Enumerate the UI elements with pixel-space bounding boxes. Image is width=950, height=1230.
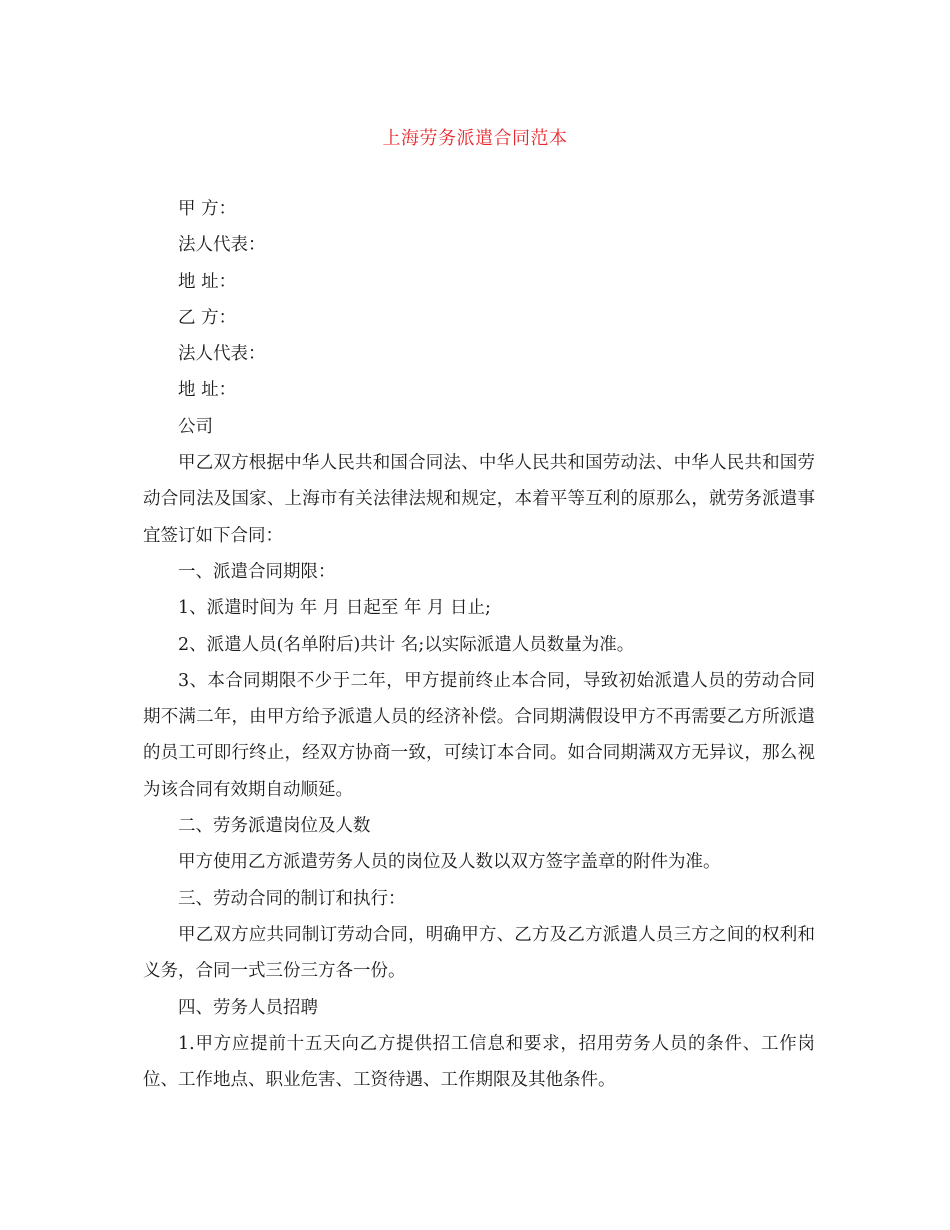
intro-paragraph: 甲乙双方根据中华人民共和国合同法、中华人民共和国劳动法、中华人民共和国劳动合同法及国家、上海市有关法律法规和规定，本着平等互利的原那么，就劳务派遣事宜签订如下合同：: [143, 453, 815, 546]
section-4-heading: 四、劳务人员招聘: [178, 997, 318, 1018]
section-2-heading: 二、劳务派遣岗位及人数: [178, 816, 371, 837]
party-b-address-label: 地 址：: [178, 380, 237, 401]
party-b-label: 乙 方：: [178, 307, 237, 328]
section-3-heading: 三、劳动合同的制订和执行：: [178, 888, 406, 909]
party-a-address-label: 地 址：: [178, 271, 237, 292]
section-3-text: 甲乙双方应共同制订劳动合同，明确甲方、乙方及乙方派遣人员三方之间的权利和义务，合同一式三份三方各一份。: [143, 924, 815, 982]
party-b-representative-label: 法人代表：: [178, 344, 266, 365]
section-1-item-2: 2、派遣人员(名单附后)共计 名;以实际派遣人员数量为准。: [178, 634, 635, 655]
section-1-item-3: 3、本合同期限不少于二年，甲方提前终止本合同，导致初始派遣人员的劳动合同期不满二年，由甲方给予派遣人员的经济补偿。合同期满假设甲方不再需要乙方所派遣的员工可即行终止，经双方协商一致，可续订本合同。如合同期满双方无异议，那么视为该合同有效期自动顺延。: [143, 670, 815, 800]
section-1-item-1: 1、派遣时间为 年 月 日起至 年 月 日止;: [178, 598, 491, 619]
company-label: 公司: [178, 416, 213, 437]
party-a-label: 甲 方：: [178, 199, 237, 219]
party-a-representative-label: 法人代表：: [178, 235, 266, 256]
document-title: 上海劳务派遣合同范本: [382, 128, 568, 149]
section-4-item-1: 1.甲方应提前十五天向乙方提供招工信息和要求，招用劳务人员的条件、工作岗位、工作地点、职业危害、工资待遇、工作期限及其他条件。: [143, 1033, 815, 1091]
document-body: [143, 191, 815, 1098]
section-2-text: 甲方使用乙方派遣劳务人员的岗位及人数以双方签字盖章的附件为准。: [178, 852, 721, 873]
section-1-heading: 一、派遣合同期限：: [178, 561, 336, 582]
